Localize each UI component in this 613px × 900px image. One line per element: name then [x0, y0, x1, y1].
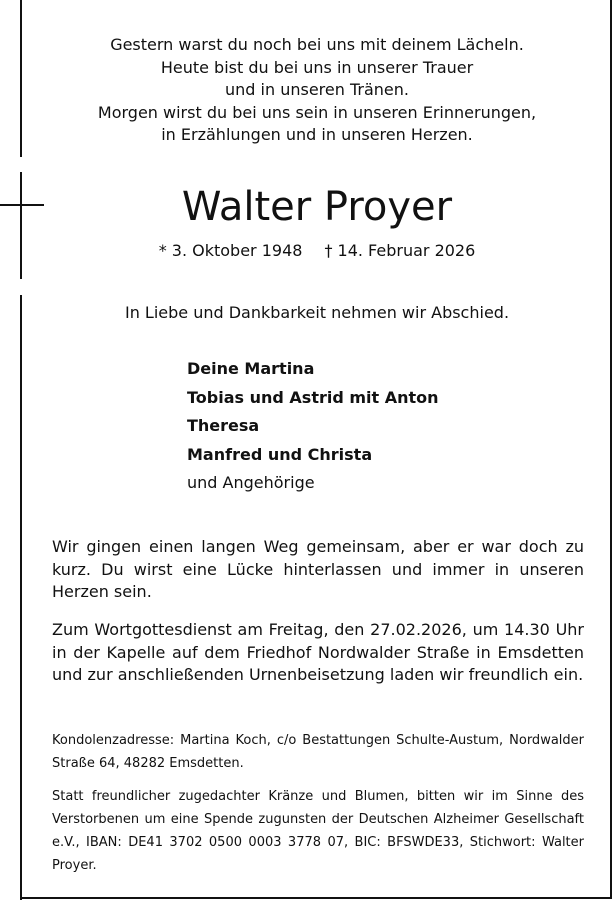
mourner-name: Theresa: [187, 416, 260, 435]
farewell-text: In Liebe und Dankbarkeit nehmen wir Abschied.: [124, 303, 510, 322]
deceased-name: Walter Proyer: [181, 184, 453, 230]
tribute-paragraph: Wir gingen einen langen Weg gemeinsam, aber er war doch zu kurz. Du wirst eine Lücke hinterlassen und immer in unseren Herzen sein.: [52, 537, 584, 601]
mourner-name: Manfred und Christa: [187, 444, 373, 464]
death-date: † 14. Februar 2026: [324, 241, 476, 260]
poem-line: und in unseren Tränen.: [225, 80, 409, 99]
donation-note: Statt freundlicher zugedachter Kränze und Blumen, bitten wir im Sinne des Verstorbenen um eine Spende zugunsten der Deutschen Alzheimer Gesellschaft e.V., IBAN: DE41 3702 0500 0003 3778 07, BIC: BFSWDE33, Stichwort: Walter Proyer.: [52, 789, 584, 873]
poem-line: in Erzählungen und in unseren Herzen.: [161, 125, 473, 144]
poem-line: Gestern warst du noch bei uns mit deinem Lächeln.: [110, 35, 524, 54]
frame-left-border-bottom: [20, 295, 22, 900]
service-paragraph: Zum Wortgottesdienst am Freitag, den 27.02.2026, um 14.30 Uhr in der Kapelle auf dem Friedhof Nordwalder Straße in Emsdetten und zur anschließenden Urnenbeisetzung laden wir freundlich ein.: [52, 620, 584, 684]
birth-date: * 3. Oktober 1948: [158, 241, 303, 260]
poem: [22, 34, 612, 147]
mourner-name: Tobias und Astrid mit Anton: [187, 387, 439, 407]
life-dates: [22, 240, 612, 262]
mourner-name: Deine Martina: [187, 359, 315, 378]
condolence-address: Kondolenzadresse: Martina Koch, c/o Bestattungen Schulte-Austum, Nordwalder Straße 64, 48282 Emsdetten.: [52, 733, 584, 771]
mourners-list: [187, 355, 587, 498]
relatives-line: und Angehörige: [187, 473, 315, 492]
poem-line: Heute bist du bei uns in unserer Trauer: [160, 57, 474, 77]
poem-line: Morgen wirst du bei uns sein in unseren Erinnerungen,: [97, 102, 537, 122]
